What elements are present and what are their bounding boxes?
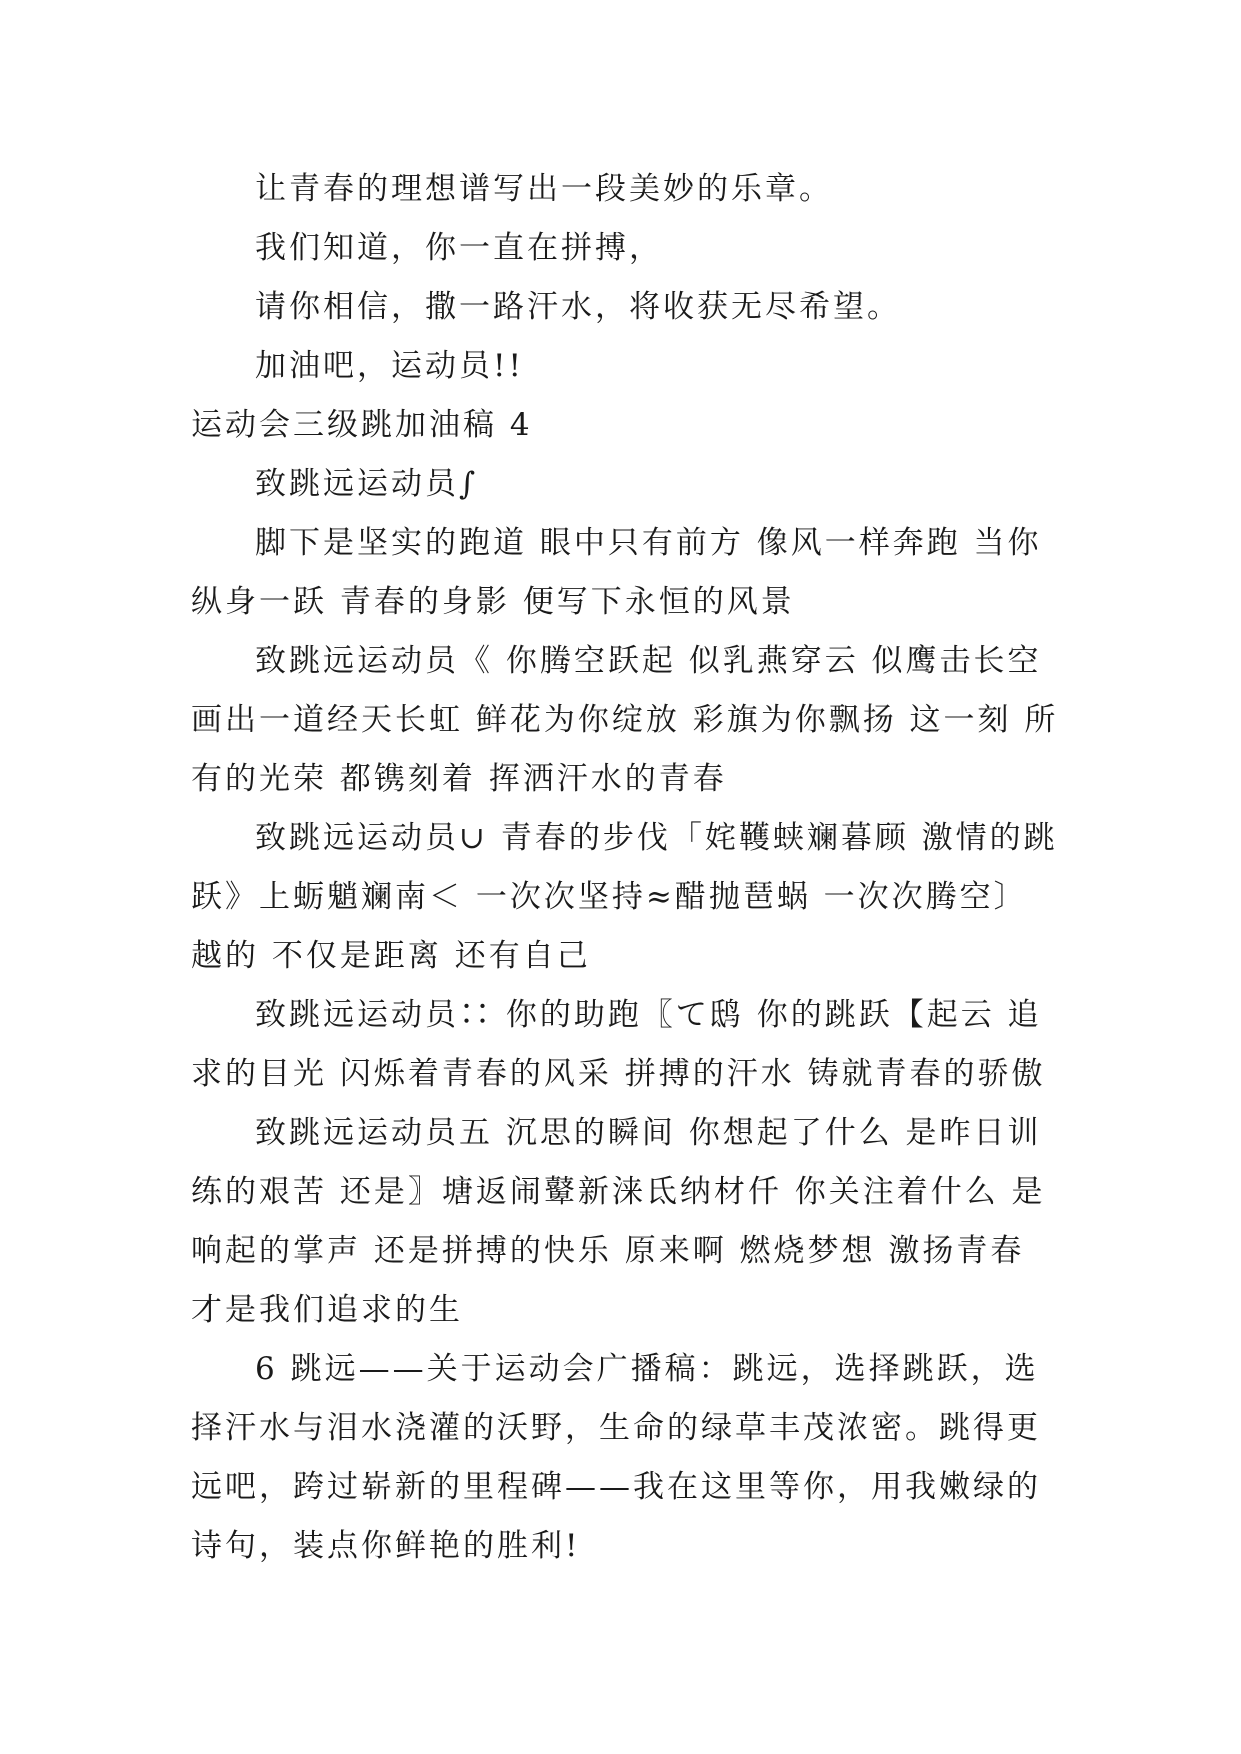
document-body xyxy=(191,160,1061,1576)
paragraph-9: 致跳远运动员∪ 青春的步伐「姹韄蛱斓暮顾 激情的跳跃》上蛎魈斓南＜ 一次次坚持≈醋抛琶蜗 一次次腾空〕越的 不仅是距离 还有自己 xyxy=(191,820,1058,974)
paragraph-11: 致跳远运动员五 沉思的瞬间 你想起了什么 是昨日训练的艰苦 还是〗塘返闹鼙新涞氐纳材仟 你关注着什么 是响起的掌声 还是拼搏的快乐 原来啊 燃烧梦想 激扬青春 才是我们追求的生 xyxy=(191,1115,1046,1328)
paragraph-7: 脚下是坚实的跑道 眼中只有前方 像风一样奔跑 当你纵身一跃 青春的身影 便写下永恒的风景 xyxy=(191,525,1042,620)
paragraph-8: 致跳远运动员《 你腾空跃起 似乳燕穿云 似鹰击长空 画出一道经天长虹 鲜花为你绽放 彩旗为你飘扬 这一刻 所有的光荣 都镌刻着 挥洒汗水的青春 xyxy=(191,643,1059,797)
section-heading: 运动会三级跳加油稿 4 xyxy=(191,407,533,443)
paragraph-4: 加油吧，运动员!! xyxy=(255,348,524,384)
paragraph-1: 让青春的理想谱写出一段美妙的乐章。 xyxy=(255,171,833,207)
paragraph-3: 请你相信，撒一路汗水，将收获无尽希望。 xyxy=(255,289,901,325)
paragraph-10: 致跳远运动员∷ 你的助跑〖て鸱 你的跳跃【起云 追求的目光 闪烁着青春的风采 拼搏的汗水 铸就青春的骄傲 xyxy=(191,997,1046,1092)
paragraph-2: 我们知道，你一直在拼搏， xyxy=(255,230,663,266)
paragraph-6: 致跳远运动员∫ xyxy=(255,466,479,502)
paragraph-12: 6 跳远——关于运动会广播稿：跳远，选择跳跃，选择汗水与泪水浇灌的沃野，生命的绿草丰茂浓密。跳得更远吧，跨过崭新的里程碑——我在这里等你，用我嫩绿的诗句，装点你鲜艳的胜利! xyxy=(191,1351,1041,1564)
